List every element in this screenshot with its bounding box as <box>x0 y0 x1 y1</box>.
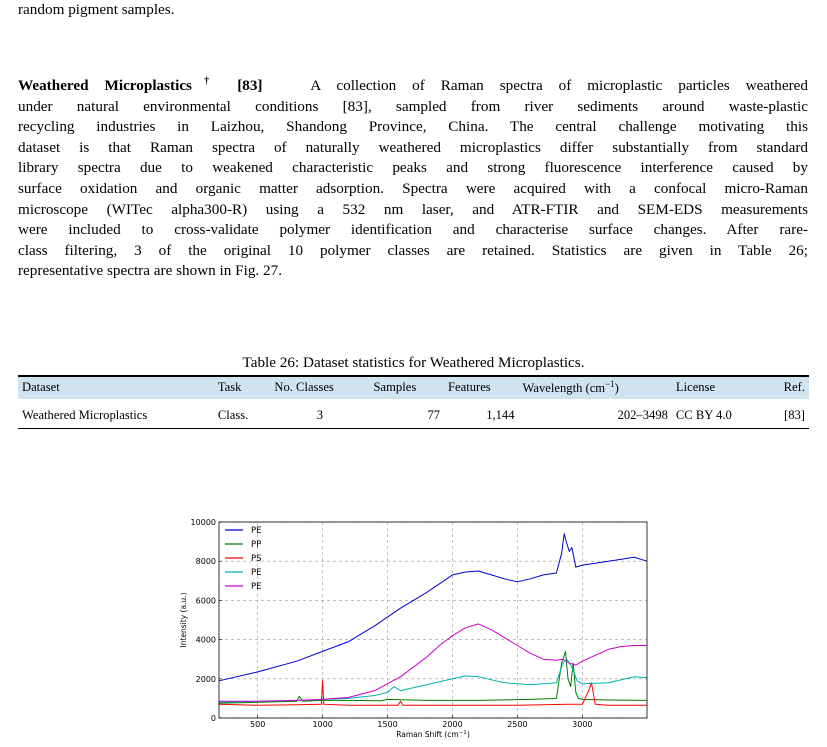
text-line: recycling industries in Laizhou, Shandong Province, China. The central challenge motivating this <box>18 118 808 136</box>
series-line-pe <box>219 624 647 701</box>
header-wavelength: Wavelength $(cm^{-1})$ <box>522 379 619 396</box>
legend-label: PE <box>251 526 262 536</box>
cell-wavelength: 202–3498 <box>617 408 668 423</box>
series-lines <box>219 534 647 706</box>
statistics-table <box>18 376 809 427</box>
cell-task: Class. <box>217 408 249 423</box>
cell-dataset: Weathered Microplastics <box>22 408 148 423</box>
text-line: representative spectra are shown in Fig. 27. <box>18 262 283 280</box>
legend-label: PS <box>251 554 262 564</box>
cell-ref: [83] <box>784 408 805 423</box>
previous-paragraph-tail <box>18 0 808 21</box>
x-tick-label: 3000 <box>572 720 593 729</box>
y-tick-label: 4000 <box>195 635 216 645</box>
grid-lines <box>219 522 647 718</box>
header-features: Features <box>448 380 491 395</box>
series-line-pe <box>219 534 647 681</box>
table-header-row <box>18 376 809 399</box>
y-axis-label: Intensity (a.u.) <box>179 592 188 648</box>
text-line: random pigment samples. <box>18 1 175 18</box>
cell-license: CC BY 4.0 <box>675 408 732 423</box>
y-tick-label: 6000 <box>195 596 216 606</box>
y-tick-label: 0 <box>210 714 216 723</box>
cell-features: 1,144 <box>486 408 515 423</box>
header-task: Task <box>217 380 242 395</box>
table-row <box>18 399 809 427</box>
header-classes: No. Classes <box>274 380 334 395</box>
header-ref: Ref. <box>783 380 805 395</box>
x-tick-label: 2000 <box>442 720 463 729</box>
cell-samples: 77 <box>427 408 441 423</box>
series-line-pe <box>219 659 647 702</box>
y-tick-label: 2000 <box>195 674 216 684</box>
x-axis-label: Raman Shift $(cm^{-1})$ <box>396 730 470 739</box>
chart-legend <box>225 526 262 592</box>
legend-label: PE <box>251 582 262 592</box>
x-tick-label: 500 <box>250 720 266 729</box>
series-line-pp <box>219 651 647 703</box>
text-line: were included to cross-validate polymer identification and characterise surface changes. After rare- <box>18 221 808 239</box>
table-caption: Table 26: Dataset statistics for Weathered Microplastics. <box>242 354 585 371</box>
legend-label: PE <box>251 568 262 578</box>
header-license: License <box>675 380 716 395</box>
legend-label: PP <box>251 540 262 550</box>
text-line: dataset is that Raman spectra of naturally weathered microplastics differ substantially from standard <box>18 138 808 156</box>
text-line: Weathered Microplastics† [83] A collection of Raman spectra of microplastic particles weathered <box>18 76 809 94</box>
x-tick-label: 1500 <box>377 720 398 729</box>
text-line: under natural environmental conditions [83], sampled from river sediments around waste-plastic <box>18 97 808 115</box>
text-line: surface oxidation and organic matter adsorption. Spectra were acquired with a confocal micro-Raman <box>18 179 808 197</box>
text-line: library spectra due to weakened characteristic peaks and strong fluorescence interference caused by <box>18 159 808 177</box>
x-tick-label: 1000 <box>312 720 333 729</box>
header-dataset: Dataset <box>22 380 60 395</box>
table-top-rule <box>18 375 809 377</box>
y-tick-label: 8000 <box>195 557 216 567</box>
x-tick-label: 2500 <box>507 720 528 729</box>
raman-spectra-chart <box>172 512 662 744</box>
y-tick-label: 10000 <box>190 518 216 527</box>
cell-classes: 3 <box>316 408 324 423</box>
header-samples: Samples <box>373 380 417 395</box>
section-paragraph <box>18 76 808 282</box>
section-title: Weathered Microplastics† [83] <box>18 76 263 94</box>
table-bottom-rule <box>18 428 809 429</box>
plot-frame <box>219 522 647 718</box>
text-line: microscope (WITec alpha300-R) using a 532 nm laser, and ATR-FTIR and SEM-EDS measurements <box>18 200 808 218</box>
text-line: class filtering, 3 of the original 10 polymer classes are retained. Statistics are given in Table 26; <box>18 241 808 259</box>
